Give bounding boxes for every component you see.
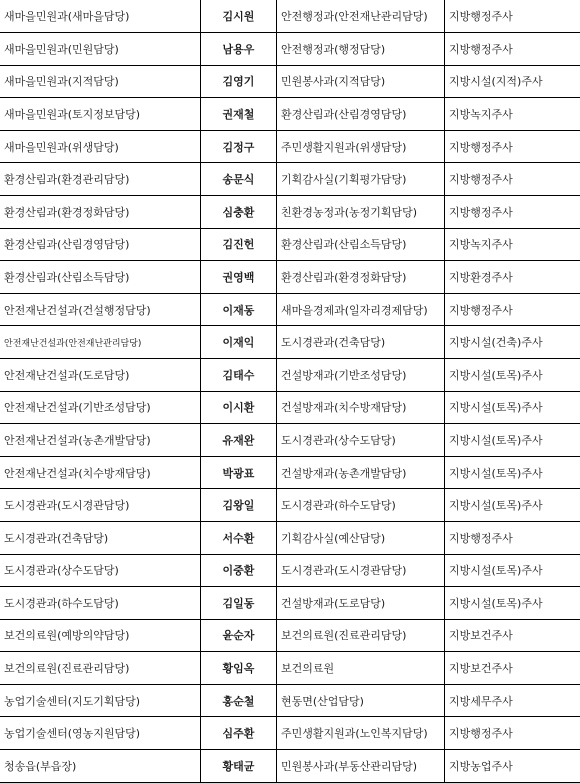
- previous-post-cell: 안전재난건설과(도로담당): [0, 358, 201, 391]
- new-post-cell: 친환경농정과(농정기획담당): [277, 195, 445, 228]
- new-post-cell: 도시경관과(건축담당): [277, 326, 445, 359]
- employee-name-cell: 홍순철: [201, 684, 277, 717]
- new-post-cell: 도시경관과(상수도담당): [277, 424, 445, 457]
- table-row: [0, 717, 580, 750]
- table-row: [0, 652, 580, 685]
- previous-post-cell: 도시경관과(하수도담당): [0, 587, 201, 620]
- rank-cell: 지방행정주사: [445, 521, 580, 554]
- employee-name-cell: 이시환: [201, 391, 277, 424]
- rank-cell: 지방보건주사: [445, 619, 580, 652]
- new-post-cell: 기획감사실(예산담당): [277, 521, 445, 554]
- new-post-cell: 안전행정과(안전재난관리담당): [277, 0, 445, 33]
- previous-post-cell: 새마을민원과(토지정보담당): [0, 98, 201, 131]
- rank-cell: 지방환경주사: [445, 261, 580, 294]
- rank-cell: 지방행정주사: [445, 130, 580, 163]
- rank-cell: 지방시설(토목)주사: [445, 358, 580, 391]
- rank-cell: 지방시설(토목)주사: [445, 489, 580, 522]
- table-row: [0, 228, 580, 261]
- new-post-cell: 환경산림과(산림경영담당): [277, 98, 445, 131]
- employee-name-cell: 송문식: [201, 163, 277, 196]
- employee-name-cell: 이재익: [201, 326, 277, 359]
- table-row: [0, 163, 580, 196]
- employee-name-cell: 김일동: [201, 587, 277, 620]
- rank-cell: 지방시설(건축)주사: [445, 326, 580, 359]
- employee-name-cell: 유재완: [201, 424, 277, 457]
- employee-name-cell: 황임옥: [201, 652, 277, 685]
- rank-cell: 지방시설(토목)주사: [445, 587, 580, 620]
- previous-post-cell: 청송읍(부읍장): [0, 750, 201, 783]
- employee-name-cell: 김왕일: [201, 489, 277, 522]
- previous-post-cell: 안전재난건설과(농촌개발담당): [0, 424, 201, 457]
- employee-name-cell: 김진헌: [201, 228, 277, 261]
- new-post-cell: 새마을경제과(일자리경제담당): [277, 293, 445, 326]
- rank-cell: 지방농업주사: [445, 750, 580, 783]
- rank-cell: 지방시설(토목)주사: [445, 391, 580, 424]
- table-row: [0, 587, 580, 620]
- rank-cell: 지방녹지주사: [445, 228, 580, 261]
- new-post-cell: 건설방재과(기반조성담당): [277, 358, 445, 391]
- table-row: [0, 391, 580, 424]
- table-row: [0, 521, 580, 554]
- rank-cell: 지방행정주사: [445, 163, 580, 196]
- previous-post-cell: 환경산림과(산림소득담당): [0, 261, 201, 294]
- table-row: [0, 65, 580, 98]
- new-post-cell: 기획감사실(기획평가담당): [277, 163, 445, 196]
- employee-name-cell: 권영백: [201, 261, 277, 294]
- previous-post-cell: 새마을민원과(새마을담당): [0, 0, 201, 33]
- rank-cell: 지방행정주사: [445, 293, 580, 326]
- table-row: [0, 33, 580, 66]
- employee-name-cell: 서수환: [201, 521, 277, 554]
- table-row: [0, 293, 580, 326]
- table-row: [0, 195, 580, 228]
- previous-post-cell: 새마을민원과(위생담당): [0, 130, 201, 163]
- previous-post-cell: 보건의료원(진료관리담당): [0, 652, 201, 685]
- employee-name-cell: 김시원: [201, 0, 277, 33]
- new-post-cell: 환경산림과(환경정화담당): [277, 261, 445, 294]
- rank-cell: 지방녹지주사: [445, 98, 580, 131]
- rank-cell: 지방행정주사: [445, 195, 580, 228]
- table-row: [0, 489, 580, 522]
- table-row: [0, 619, 580, 652]
- previous-post-cell: 안전재난건설과(건설행정담당): [0, 293, 201, 326]
- previous-post-cell: 환경산림과(환경관리담당): [0, 163, 201, 196]
- new-post-cell: 환경산림과(산림소득담당): [277, 228, 445, 261]
- rank-cell: 지방행정주사: [445, 33, 580, 66]
- rank-cell: 지방보건주사: [445, 652, 580, 685]
- new-post-cell: 보건의료원: [277, 652, 445, 685]
- previous-post-cell: 환경산림과(환경정화담당): [0, 195, 201, 228]
- employee-name-cell: 이중환: [201, 554, 277, 587]
- new-post-cell: 도시경관과(하수도담당): [277, 489, 445, 522]
- table-row: [0, 424, 580, 457]
- rank-cell: 지방시설(토목)주사: [445, 456, 580, 489]
- previous-post-cell: 안전재난건설과(기반조성담당): [0, 391, 201, 424]
- table-row: [0, 358, 580, 391]
- employee-name-cell: 심주환: [201, 717, 277, 750]
- previous-post-cell: 도시경관과(도시경관담당): [0, 489, 201, 522]
- employee-name-cell: 박광표: [201, 456, 277, 489]
- new-post-cell: 건설방재과(치수방재담당): [277, 391, 445, 424]
- new-post-cell: 주민생활지원과(노인복지담당): [277, 717, 445, 750]
- rank-cell: 지방시설(지적)주사: [445, 65, 580, 98]
- employee-name-cell: 황태균: [201, 750, 277, 783]
- previous-post-cell: 농업기술센터(지도기획담당): [0, 684, 201, 717]
- employee-name-cell: 윤순자: [201, 619, 277, 652]
- previous-post-cell: 도시경관과(건축담당): [0, 521, 201, 554]
- employee-name-cell: 남용우: [201, 33, 277, 66]
- new-post-cell: 도시경관과(도시경관담당): [277, 554, 445, 587]
- previous-post-cell: 안전재난건설과(안전재난관리담당): [0, 326, 201, 359]
- new-post-cell: 주민생활지원과(위생담당): [277, 130, 445, 163]
- employee-name-cell: 김정구: [201, 130, 277, 163]
- table-row: [0, 554, 580, 587]
- table-row: [0, 0, 580, 33]
- new-post-cell: 안전행정과(행정담당): [277, 33, 445, 66]
- table-row: [0, 684, 580, 717]
- previous-post-cell: 보건의료원(예방의약담당): [0, 619, 201, 652]
- employee-name-cell: 김태수: [201, 358, 277, 391]
- previous-post-cell: 새마을민원과(민원담당): [0, 33, 201, 66]
- rank-cell: 지방시설(토목)주사: [445, 424, 580, 457]
- table-row: [0, 750, 580, 783]
- previous-post-cell: 안전재난건설과(치수방재담당): [0, 456, 201, 489]
- new-post-cell: 민원봉사과(부동산관리담당): [277, 750, 445, 783]
- table-row: [0, 130, 580, 163]
- previous-post-cell: 농업기술센터(영농지원담당): [0, 717, 201, 750]
- employee-name-cell: 권재철: [201, 98, 277, 131]
- rank-cell: 지방행정주사: [445, 0, 580, 33]
- rank-cell: 지방행정주사: [445, 717, 580, 750]
- new-post-cell: 현동면(산업담당): [277, 684, 445, 717]
- table-row: [0, 456, 580, 489]
- rank-cell: 지방세무주사: [445, 684, 580, 717]
- new-post-cell: 민원봉사과(지적담당): [277, 65, 445, 98]
- employee-name-cell: 심충환: [201, 195, 277, 228]
- employee-name-cell: 이재동: [201, 293, 277, 326]
- table-row: [0, 326, 580, 359]
- new-post-cell: 보건의료원(진료관리담당): [277, 619, 445, 652]
- new-post-cell: 건설방재과(농촌개발담당): [277, 456, 445, 489]
- new-post-cell: 건설방재과(도로담당): [277, 587, 445, 620]
- employee-name-cell: 김영기: [201, 65, 277, 98]
- previous-post-cell: 환경산림과(산림경영담당): [0, 228, 201, 261]
- previous-post-cell: 새마을민원과(지적담당): [0, 65, 201, 98]
- previous-post-cell: 도시경관과(상수도담당): [0, 554, 201, 587]
- rank-cell: 지방시설(토목)주사: [445, 554, 580, 587]
- table-row: [0, 261, 580, 294]
- table-row: [0, 98, 580, 131]
